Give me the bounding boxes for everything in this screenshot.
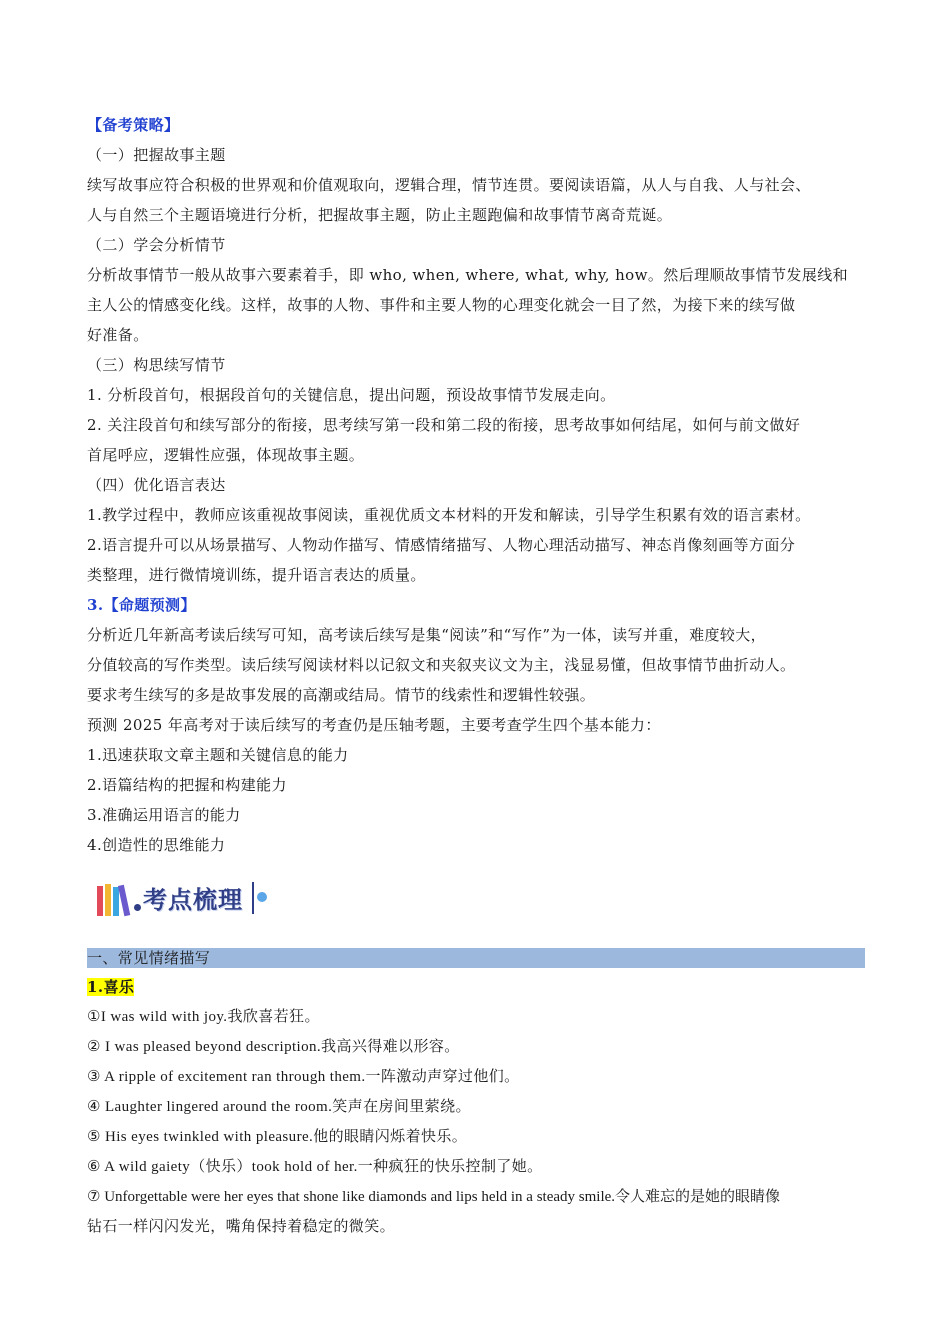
example-sentence: ⑤ His eyes twinkled with pleasure.他的眼睛闪烁着快乐。 — [87, 1129, 468, 1145]
paragraph-line: 主人公的情感变化线。这样，故事的人物、事件和主要人物的心理变化就会一目了然，为接下来的续写做 — [87, 296, 796, 314]
paragraph-line: 要求考生续写的多是故事发展的高潮或结局。情节的线索性和逻辑性较强。 — [87, 686, 596, 704]
ability-item: 4.创造性的思维能力 — [87, 836, 226, 854]
paragraph-line: 首尾呼应，逻辑性应强，体现故事主题。 — [87, 446, 365, 464]
paragraph-line: 分析近几年新高考读后续写可知，高考读后续写是集“阅读”和“写作”为一体，读写并重，难度较大， — [87, 626, 767, 644]
example-sentence: ② I was pleased beyond description.我高兴得难以形容。 — [87, 1039, 460, 1055]
example-sentence: ⑥ A wild gaiety（快乐）took hold of her.一种疯狂的快乐控制了她。 — [87, 1159, 543, 1175]
paragraph-line: 2.语言提升可以从场景描写、人物动作描写、情感情绪描写、人物心理活动描写、神态肖像刻画等方面分 — [87, 536, 796, 554]
ability-item: 3.准确运用语言的能力 — [87, 806, 241, 824]
example-sentence: ④ Laughter lingered around the room.笑声在房间里萦绕。 — [87, 1099, 471, 1115]
section-title-bar: 一、常见情绪描写 — [87, 948, 865, 968]
strategy-subtitle-2: （二）学会分析情节 — [87, 236, 226, 254]
paragraph-line: 分析故事情节一般从故事六要素着手，即 who, when, where, what, why, how。然后理顺故事情节发展线和 — [87, 266, 849, 284]
paragraph-line: 分值较高的写作类型。读后续写阅读材料以记叙文和夹叙夹议文为主，浅显易懂，但故事情节曲折动人。 — [87, 656, 796, 674]
paragraph-line: 续写故事应符合积极的世界观和价值观取向，逻辑合理，情节连贯。要阅读语篇，从人与自我、人与社会、 — [87, 176, 811, 194]
banner-circle-icon — [257, 892, 267, 902]
paragraph-line: 2. 关注段首句和续写部分的衔接，思考续写第一段和第二段的衔接，思考故事如何结尾，如何与前文做好 — [87, 416, 801, 434]
ability-item: 2.语篇结构的把握和构建能力 — [87, 776, 287, 794]
banner-dot-icon — [134, 904, 141, 911]
section-banner — [87, 872, 865, 926]
paragraph-line: 好准备。 — [87, 326, 149, 344]
banner-title: 考点梳理 — [143, 886, 243, 914]
paragraph-line: 人与自然三个主题语境进行分析，把握故事主题，防止主题跑偏和故事情节离奇荒诞。 — [87, 206, 673, 224]
paragraph-line: 1.教学过程中，教师应该重视故事阅读，重视优质文本材料的开发和解读，引导学生积累有效的语言素材。 — [87, 506, 811, 524]
prediction-heading: 3.【命题预测】 — [87, 596, 196, 614]
paragraph-line: 类整理，进行微情境训练，提升语言表达的质量。 — [87, 566, 426, 584]
ability-item: 1.迅速获取文章主题和关键信息的能力 — [87, 746, 349, 764]
paragraph-line: 1. 分析段首句，根据段首句的关键信息，提出问题，预设故事情节发展走向。 — [87, 386, 616, 404]
banner-bar-icon — [252, 882, 254, 914]
strategy-heading: 【备考策略】 — [87, 116, 180, 134]
example-sentence: ⑦ Unforgettable were her eyes that shone like diamonds and lips held in a steady smile.令人难忘的是她的眼睛像 — [87, 1189, 781, 1205]
example-sentence: ③ A ripple of excitement ran through them.一阵激动声穿过他们。 — [87, 1069, 520, 1085]
example-sentence: ①I was wild with joy.我欣喜若狂。 — [87, 1009, 320, 1025]
books-icon — [95, 882, 135, 918]
joy-title — [87, 972, 865, 1002]
document-page — [87, 110, 865, 1242]
strategy-subtitle-1: （一）把握故事主题 — [87, 146, 226, 164]
strategy-subtitle-4: （四）优化语言表达 — [87, 476, 226, 494]
example-sentence: 钻石一样闪闪发光，嘴角保持着稳定的微笑。 — [87, 1219, 396, 1235]
paragraph-line: 预测 2025 年高考对于读后续写的考查仍是压轴考题，主要考查学生四个基本能力： — [87, 716, 661, 734]
joy-title-text: 1.喜乐 — [87, 978, 135, 996]
strategy-subtitle-3: （三）构思续写情节 — [87, 356, 226, 374]
